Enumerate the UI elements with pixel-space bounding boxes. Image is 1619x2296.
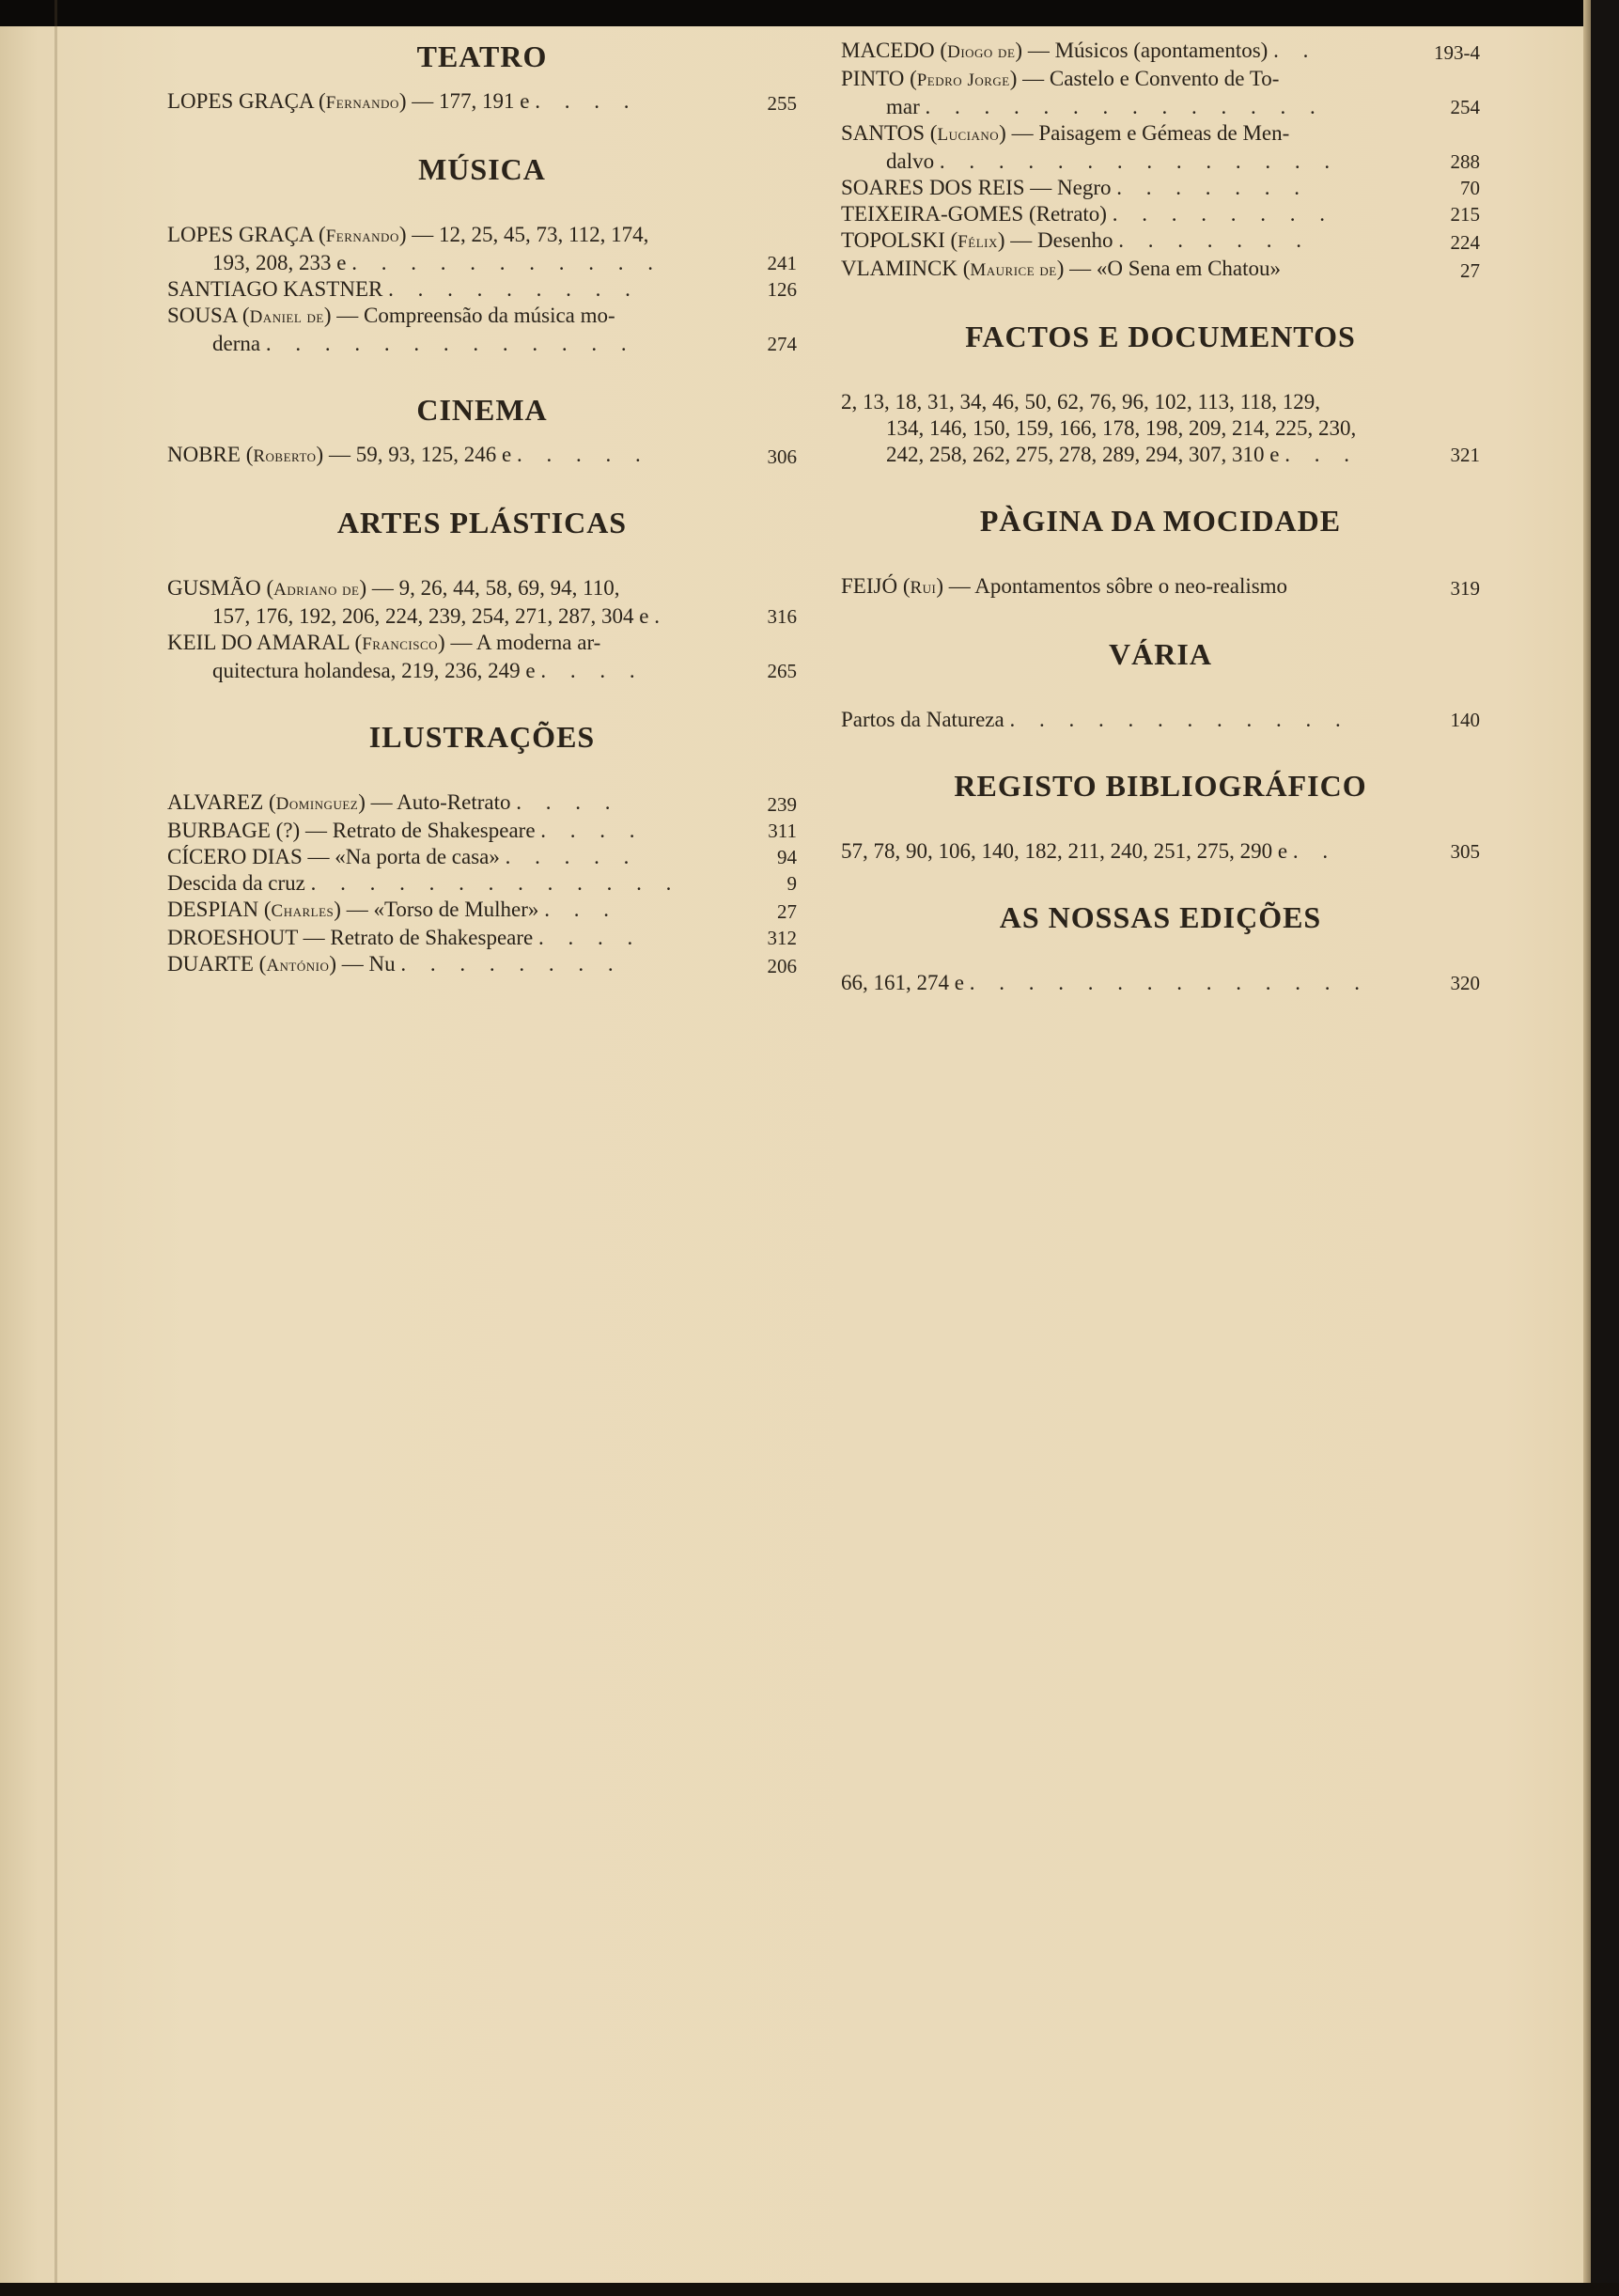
dot-leaders: . . . bbox=[544, 898, 618, 921]
entry-name: GUSMÃO bbox=[167, 576, 261, 600]
index-entry: GUSMÃO (Adriano de) — 9, 26, 44, 58, 69, 94, 110, 157, 176, 192, 206, 224, 239, 254, 271, 287, 304 e . 316 bbox=[167, 576, 797, 628]
entry-detail: — «Torso de Mulher» bbox=[340, 898, 539, 921]
index-entry bbox=[167, 276, 797, 303]
entry-qualifier: Rui bbox=[910, 578, 937, 598]
entry-qualifier: Maurice de bbox=[970, 260, 1057, 280]
index-entry: LOPES GRAÇA (Fernando) — 12, 25, 45, 73, 112, 174, 193, 208, 233 e . . . . . . . . . . . 241 bbox=[167, 223, 797, 274]
section-heading-mocidade: PÀGINA DA MOCIDADE bbox=[979, 504, 1342, 538]
scan-bottom-border bbox=[0, 2283, 1619, 2296]
entry-name: 57, 78, 90, 106, 140, 182, 211, 240, 251, 275, 290 e bbox=[841, 839, 1288, 863]
entry-qualifier: Luciano bbox=[937, 125, 1000, 145]
entry-name: MACEDO bbox=[841, 39, 935, 62]
dot-leaders: . . . . . bbox=[516, 443, 650, 466]
entry-name: PINTO bbox=[841, 67, 905, 90]
entry-qualifier: Adriano de bbox=[273, 580, 360, 600]
entry-continuation: dalvo bbox=[886, 149, 935, 173]
dot-leaders: . . . . . . . . . . . . . . bbox=[925, 95, 1325, 118]
entry-line: 134, 146, 150, 159, 166, 178, 198, 209, 214, 225, 230, bbox=[886, 416, 1357, 440]
entry-name: SOARES DOS REIS bbox=[841, 176, 1025, 199]
page-number: 224 bbox=[1450, 231, 1480, 254]
entry-name: LOPES GRAÇA bbox=[167, 223, 314, 246]
index-entry bbox=[841, 175, 1480, 201]
page-number: 126 bbox=[767, 278, 797, 301]
entry-name: FEIJÓ bbox=[841, 574, 898, 598]
dot-leaders: . . . . bbox=[540, 659, 645, 682]
page-number: 193-4 bbox=[1434, 41, 1480, 64]
dot-leaders: . . bbox=[1292, 839, 1338, 863]
entry-name: DESPIAN bbox=[167, 898, 259, 921]
page-number: 274 bbox=[767, 333, 797, 355]
section-heading-edicoes: AS NOSSAS EDIÇÕES bbox=[999, 900, 1322, 934]
dot-leaders: . . . . . . . . . . . . . bbox=[310, 871, 681, 895]
right-column bbox=[841, 38, 1480, 996]
page-number: 94 bbox=[777, 846, 797, 868]
entry-continuation: derna bbox=[212, 332, 261, 355]
index-entry: KEIL DO AMARAL (Francisco) — A moderna ar- quitectura holandesa, 219, 236, 249 e . . . . 265 bbox=[167, 631, 797, 682]
entry-qualifier: António bbox=[266, 956, 330, 976]
entry-name: SANTIAGO KASTNER bbox=[167, 277, 383, 301]
page-number: 27 bbox=[1460, 259, 1480, 282]
page-number: 239 bbox=[767, 793, 797, 816]
dot-leaders: . . bbox=[1273, 39, 1318, 62]
entry-name: 66, 161, 274 e bbox=[841, 971, 964, 994]
page-number: 306 bbox=[767, 445, 797, 468]
index-entry bbox=[167, 870, 797, 897]
entry-detail: — Apontamentos sôbre o neo-realismo bbox=[943, 574, 1288, 598]
dot-leaders: . . . . . . . bbox=[1118, 228, 1312, 252]
dot-leaders: . . . . . . . . . . . bbox=[351, 251, 662, 274]
index-entry bbox=[167, 925, 797, 951]
entry-detail: — Paisagem e Gémeas de Men- bbox=[1005, 121, 1290, 145]
page-number: 321 bbox=[1450, 444, 1480, 466]
entry-continuation: quitectura holandesa, 219, 236, 249 e bbox=[212, 659, 536, 682]
dot-leaders: . . . . bbox=[535, 89, 639, 113]
entry-detail: — Castelo e Convento de To- bbox=[1017, 67, 1280, 90]
page-edge-shadow bbox=[1583, 0, 1591, 2296]
page-number: 254 bbox=[1450, 96, 1480, 118]
entry-qualifier: Dominguez bbox=[275, 794, 359, 814]
entry-name: BURBAGE bbox=[167, 819, 271, 842]
section-heading-ilustracoes: ILUSTRAÇÕES bbox=[368, 720, 596, 754]
dot-leaders: . . . . . bbox=[505, 845, 639, 868]
index-entry: PINTO (Pedro Jorge) — Castelo e Convento de To- mar . . . . . . . . . . . . . . 254 bbox=[841, 67, 1480, 118]
entry-name: LOPES GRAÇA bbox=[167, 89, 314, 113]
entry-name: ALVAREZ bbox=[167, 790, 264, 814]
index-entry: ALVAREZ (Dominguez) — Auto-Retrato . . . . 239 bbox=[167, 790, 797, 816]
entry-name: Descida da cruz bbox=[167, 871, 305, 895]
entry-name: DUARTE bbox=[167, 952, 254, 976]
dot-leaders: . . . . . . . . bbox=[1112, 202, 1334, 226]
page-number: 265 bbox=[767, 660, 797, 682]
entry-qualifier: Daniel de bbox=[249, 307, 324, 327]
index-entry: NOBRE (Roberto) — 59, 93, 125, 246 e . . . . . 306 bbox=[167, 443, 797, 468]
page-number: 140 bbox=[1450, 709, 1480, 731]
entry-qualifier: Roberto bbox=[253, 446, 317, 466]
dot-leaders: . . . . bbox=[540, 819, 645, 842]
section-heading-varia: VÁRIA bbox=[1109, 637, 1212, 671]
section-heading-teatro: TEATRO bbox=[416, 39, 548, 73]
entry-detail: — 9, 26, 44, 58, 69, 94, 110, bbox=[366, 576, 620, 600]
entry-detail: (Retrato) bbox=[1023, 202, 1107, 226]
dot-leaders: . . . . . . . . . . . . . . bbox=[969, 971, 1369, 994]
dot-leaders: . . . . bbox=[516, 790, 620, 814]
section-heading-musica: MÚSICA bbox=[418, 152, 546, 186]
entry-detail: — 177, 191 e bbox=[406, 89, 530, 113]
scan-right-border bbox=[1591, 0, 1619, 2296]
index-entry: SANTOS (Luciano) — Paisagem e Gémeas de Men- dalvo . . . . . . . . . . . . . . 288 bbox=[841, 121, 1480, 173]
entry-detail: — 59, 93, 125, 246 e bbox=[323, 443, 512, 466]
entry-detail: — «Na porta de casa» bbox=[302, 845, 500, 868]
page-number: 305 bbox=[1450, 840, 1480, 863]
dot-leaders: . . . . . . . . . . . . . . bbox=[939, 149, 1340, 173]
page-number: 27 bbox=[777, 900, 797, 923]
entry-detail: — 12, 25, 45, 73, 112, 174, bbox=[406, 223, 649, 246]
section-heading-artes-plasticas: ARTES PLÁSTICAS bbox=[336, 506, 628, 539]
dot-leaders: . . . . . . . . . . . . bbox=[1009, 708, 1350, 731]
entry-detail: — Retrato de Shakespeare bbox=[300, 819, 536, 842]
entry-name: KEIL DO AMARAL bbox=[167, 631, 350, 654]
page-number: 9 bbox=[786, 872, 797, 895]
left-column bbox=[167, 38, 797, 979]
entry-name: DROESHOUT bbox=[167, 926, 298, 949]
entry-name: TEIXEIRA-GOMES bbox=[841, 202, 1024, 226]
index-entry bbox=[841, 838, 1480, 865]
entry-qualifier: Diogo de bbox=[947, 42, 1016, 62]
page-number: 241 bbox=[767, 252, 797, 274]
entry-detail: — Compreensão da música mo- bbox=[331, 304, 615, 327]
page-number: 320 bbox=[1450, 972, 1480, 994]
entry-name: NOBRE bbox=[167, 443, 241, 466]
entry-line: 242, 258, 262, 275, 278, 289, 294, 307, 310 e bbox=[886, 443, 1280, 466]
entry-detail: — «O Sena em Chatou» bbox=[1064, 257, 1282, 280]
entry-line: 2, 13, 18, 31, 34, 46, 50, 62, 76, 96, 102, 113, 118, 129, bbox=[841, 390, 1321, 414]
page-number: 311 bbox=[768, 820, 797, 842]
dot-leaders: . . . . . . . bbox=[1116, 176, 1310, 199]
page-number: 312 bbox=[767, 927, 797, 949]
index-entry bbox=[167, 844, 797, 870]
section-heading-cinema: CINEMA bbox=[416, 393, 548, 427]
index-entry bbox=[167, 818, 797, 844]
page-number: 215 bbox=[1450, 203, 1480, 226]
entry-qualifier: Charles bbox=[271, 901, 335, 921]
page-number: 288 bbox=[1450, 150, 1480, 173]
index-entry bbox=[841, 389, 1480, 468]
entry-qualifier: Fernando bbox=[325, 93, 399, 113]
dot-leaders: . . . . bbox=[537, 926, 643, 949]
dot-leaders: . . . . . . . . bbox=[400, 952, 623, 976]
entry-detail: — A moderna ar- bbox=[444, 631, 601, 654]
section-heading-factos: FACTOS E DOCUMENTOS bbox=[965, 320, 1356, 353]
index-entry bbox=[841, 707, 1480, 733]
index-entry: LOPES GRAÇA (Fernando) — 177, 191 e . . . . 255 bbox=[167, 89, 797, 115]
entry-qualifier: Francisco bbox=[362, 634, 439, 654]
entry-detail: — Retrato de Shakespeare bbox=[297, 926, 534, 949]
page-number: 319 bbox=[1450, 577, 1480, 600]
page-number: 255 bbox=[767, 92, 797, 115]
page-number: 70 bbox=[1460, 177, 1480, 199]
index-entry bbox=[841, 201, 1480, 227]
entry-name: TOPOLSKI bbox=[841, 228, 945, 252]
entry-qualifier: (?) bbox=[275, 819, 301, 842]
index-entry: TOPOLSKI (Félix) — Desenho . . . . . . . 224 bbox=[841, 228, 1480, 254]
dot-leaders: . . . . . . . . . . . . . bbox=[265, 332, 636, 355]
entry-continuation: mar bbox=[886, 95, 920, 118]
entry-qualifier: Pedro Jorge bbox=[916, 70, 1010, 90]
entry-detail: — Desenho bbox=[1004, 228, 1113, 252]
index-entry: VLAMINCK (Maurice de) — «O Sena em Chatou» 27 bbox=[841, 257, 1480, 282]
index-entry: DUARTE (António) — Nu . . . . . . . . 206 bbox=[167, 952, 797, 977]
binding-fold bbox=[54, 0, 57, 2296]
index-entry: MACEDO (Diogo de) — Músicos (apontamentos) . . 193-4 bbox=[841, 39, 1480, 64]
page-number: 206 bbox=[767, 955, 797, 977]
index-entry bbox=[841, 970, 1480, 996]
dot-leaders: . . . . . . . . . bbox=[388, 277, 640, 301]
entry-qualifier: Félix bbox=[957, 232, 998, 252]
entry-detail: — Negro bbox=[1024, 176, 1112, 199]
entry-detail: — Músicos (apontamentos) bbox=[1022, 39, 1269, 62]
entry-continuation: 157, 176, 192, 206, 224, 239, 254, 271, 287, 304 e bbox=[212, 604, 649, 628]
section-heading-registo: REGISTO BIBLIOGRÁFICO bbox=[954, 769, 1367, 803]
entry-continuation: 193, 208, 233 e bbox=[212, 251, 347, 274]
entry-name: CÍCERO DIAS bbox=[167, 845, 303, 868]
entry-detail: — Nu bbox=[336, 952, 396, 976]
index-entry: SOUSA (Daniel de) — Compreensão da música mo- derna . . . . . . . . . . . . . 274 bbox=[167, 304, 797, 355]
index-entry: FEIJÓ (Rui) — Apontamentos sôbre o neo-realismo 319 bbox=[841, 574, 1480, 600]
entry-detail: — Auto-Retrato bbox=[365, 790, 511, 814]
entry-name: Partos da Natureza bbox=[841, 708, 1004, 731]
entry-name: VLAMINCK bbox=[841, 257, 957, 280]
entry-qualifier: Fernando bbox=[325, 226, 399, 246]
scan-top-border bbox=[0, 0, 1619, 26]
dot-leaders: . . . bbox=[1284, 443, 1359, 466]
entry-name: SOUSA bbox=[167, 304, 238, 327]
index-entry: DESPIAN (Charles) — «Torso de Mulher» . . . 27 bbox=[167, 898, 797, 923]
dot-leaders: . bbox=[654, 604, 669, 628]
entry-name: SANTOS bbox=[841, 121, 926, 145]
page-number: 316 bbox=[767, 605, 797, 628]
